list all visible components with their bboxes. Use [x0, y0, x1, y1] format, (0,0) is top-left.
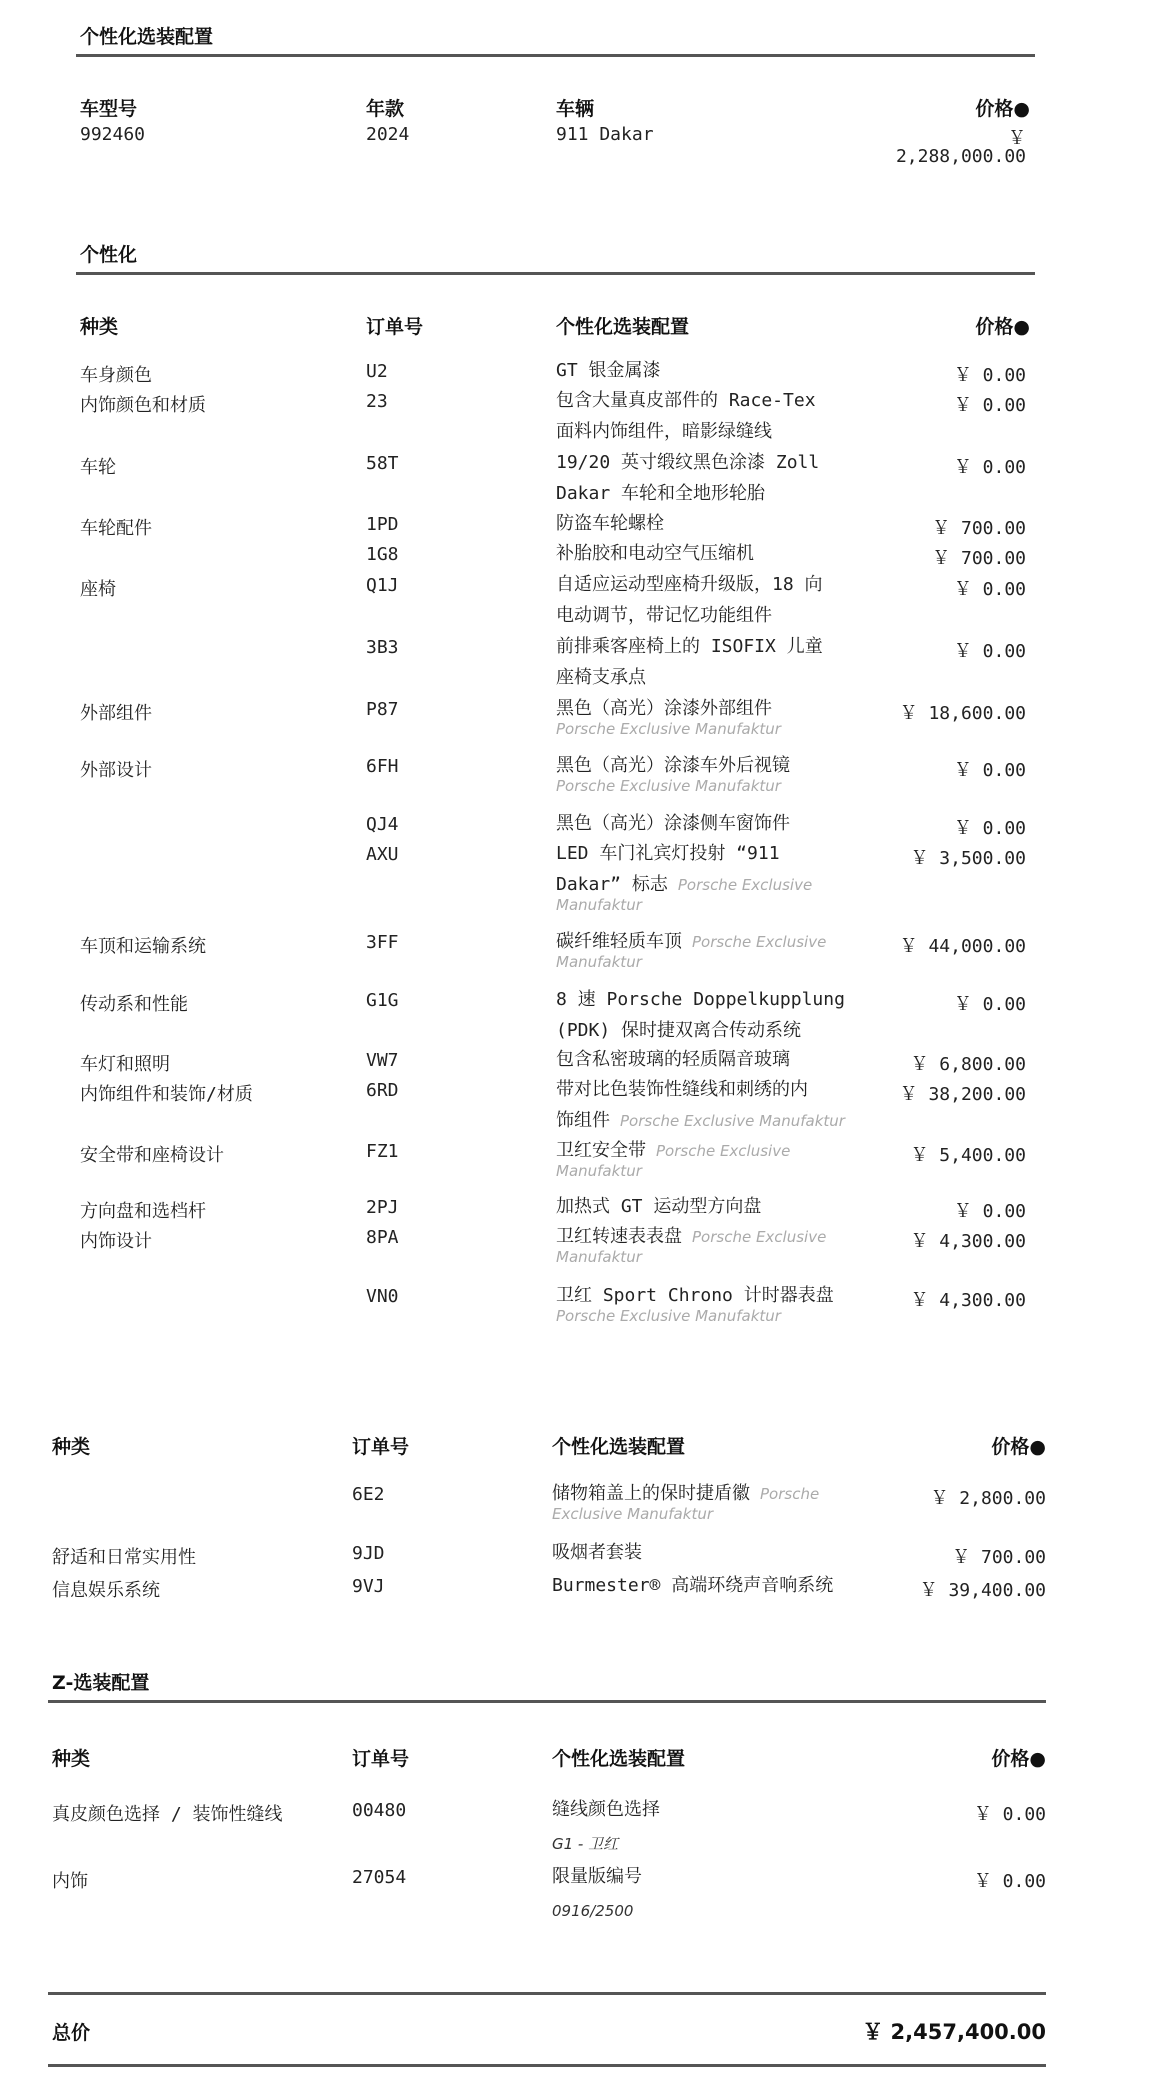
description-text: 自适应运动型座椅升级版，18 向: [556, 574, 823, 595]
header-order-number: 订单号: [366, 316, 424, 338]
row-category: 安全带和座椅设计: [80, 1145, 224, 1166]
row-order-number: 6FH: [366, 756, 399, 777]
row-price: ￥ 2,800.00: [930, 1488, 1046, 1509]
currency-symbol: ￥: [1008, 128, 1026, 149]
row-price: ￥ 39,400.00: [919, 1580, 1046, 1601]
row-order-number: AXU: [366, 844, 399, 865]
description-line: [556, 631, 896, 662]
description-text: 包含大量真皮部件的 Race-Tex: [556, 390, 816, 411]
option-detail: G1 - 卫红: [552, 1835, 619, 1853]
row-description: [556, 1074, 896, 1136]
row-order-number: P87: [366, 699, 399, 720]
description-line: [556, 416, 896, 447]
header-model: 车型号: [80, 98, 138, 120]
manufaktur-note: Exclusive Manufaktur: [552, 1505, 713, 1523]
row-price: ￥ 44,000.00: [899, 936, 1026, 957]
row-price: ￥ 0.00: [953, 579, 1026, 600]
row-description: [552, 1537, 922, 1568]
row-order-number: 6RD: [366, 1080, 399, 1101]
row-price: ￥ 0.00: [953, 818, 1026, 839]
manufaktur-note: Manufaktur: [556, 896, 642, 914]
header-year: 年款: [366, 98, 405, 120]
description-text: 碳纤维轻质车顶: [556, 931, 682, 952]
description-text: (PDK) 保时捷双离合传动系统: [556, 1020, 802, 1041]
row-order-number: G1G: [366, 990, 399, 1011]
manufaktur-note: Porsche Exclusive: [692, 933, 827, 951]
row-category: 内饰设计: [80, 1231, 152, 1252]
header-option: 个性化选装配置: [552, 1748, 686, 1770]
description-text: 黑色（高光）涂漆外部组件: [556, 698, 772, 719]
row-description: [556, 808, 896, 839]
description-line: [556, 984, 896, 1015]
header-order-number: 订单号: [352, 1436, 410, 1458]
row-description: [556, 984, 896, 1046]
row-order-number: 2PJ: [366, 1197, 399, 1218]
description-text: 电动调节，带记忆功能组件: [556, 605, 772, 626]
manufaktur-note: Porsche Exclusive: [692, 1228, 827, 1246]
description-line: [552, 1570, 922, 1601]
row-description: [556, 1221, 896, 1268]
row-price: ￥ 18,600.00: [899, 703, 1026, 724]
row-order-number: Q1J: [366, 575, 399, 596]
description-text: 8 速 Porsche Doppelkupplung: [556, 989, 845, 1010]
row-description: [556, 750, 896, 797]
row-order-number: 8PA: [366, 1227, 399, 1248]
row-description: [556, 926, 896, 973]
description-text: 包含私密玻璃的轻质隔音玻璃: [556, 1049, 790, 1070]
row-order-number: 6E2: [352, 1484, 385, 1505]
row-description: [556, 1044, 896, 1075]
description-line: [556, 385, 896, 416]
row-category: 方向盘和选档杆: [80, 1201, 206, 1222]
divider: [76, 272, 1035, 275]
description-line: [556, 600, 896, 631]
description-text: 加热式 GT 运动型方向盘: [556, 1196, 762, 1217]
header-order-number: 订单号: [352, 1748, 410, 1770]
manufaktur-note: Porsche Exclusive Manufaktur: [556, 720, 781, 738]
description-text: 19/20 英寸缎纹黑色涂漆 Zoll: [556, 452, 820, 473]
row-price: ￥ 4,300.00: [910, 1231, 1026, 1252]
row-price: ￥ 3,500.00: [910, 848, 1026, 869]
row-category: 车轮: [80, 457, 116, 478]
description-line: [552, 1794, 922, 1825]
row-order-number: 3FF: [366, 932, 399, 953]
row-description: [556, 385, 896, 447]
row-category: 座椅: [80, 579, 116, 600]
description-text: GT 银金属漆: [556, 360, 661, 381]
row-category: 传动系和性能: [80, 994, 188, 1015]
row-category: 外部组件: [80, 703, 152, 724]
row-description: [556, 355, 896, 386]
description-line: [552, 1537, 922, 1568]
manufaktur-note: Porsche Exclusive Manufaktur: [556, 777, 781, 795]
manufaktur-note: Porsche Exclusive Manufaktur: [556, 1307, 781, 1325]
row-order-number: 00480: [352, 1800, 407, 1821]
description-line: [556, 478, 896, 509]
row-description: [556, 1191, 896, 1222]
row-price: ￥ 0.00: [953, 395, 1026, 416]
description-text: 座椅支承点: [556, 667, 646, 688]
row-description: [556, 569, 896, 631]
option-detail: 0916/2500: [552, 1902, 634, 1920]
header-category: 种类: [52, 1436, 91, 1458]
row-price: ￥ 0.00: [953, 641, 1026, 662]
divider: [48, 1992, 1046, 1995]
divider: [48, 2064, 1046, 2067]
description-text: 防盗车轮螺栓: [556, 513, 664, 534]
row-price: ￥ 0.00: [953, 994, 1026, 1015]
header-option: 个性化选装配置: [552, 1436, 686, 1458]
description-line: [556, 662, 896, 693]
header-category: 种类: [80, 316, 119, 338]
total-label: 总价: [52, 2022, 91, 2044]
row-price: ￥ 0.00: [973, 1871, 1046, 1892]
row-category: 车灯和照明: [80, 1054, 170, 1075]
row-description: [556, 538, 896, 569]
row-price: ￥ 0.00: [953, 365, 1026, 386]
row-description: [552, 1570, 922, 1601]
description-line: [556, 1044, 896, 1075]
header-price: 价格●: [975, 98, 1030, 120]
row-category: 内饰: [52, 1871, 88, 1892]
description-text: 补胎胶和电动空气压缩机: [556, 543, 754, 564]
header-vehicle: 车辆: [556, 98, 595, 120]
description-text: LED 车门礼宾灯投射 “911: [556, 843, 780, 864]
description-line: [556, 538, 896, 569]
manufaktur-note: Porsche: [760, 1485, 820, 1503]
description-text: 黑色（高光）涂漆车外后视镜: [556, 755, 790, 776]
row-description: [556, 838, 896, 916]
description-line: [556, 1015, 896, 1046]
description-text: 储物箱盖上的保时捷盾徽: [552, 1483, 750, 1504]
row-order-number: 1G8: [366, 544, 399, 565]
description-text: 黑色（高光）涂漆侧车窗饰件: [556, 813, 790, 834]
row-description: [556, 693, 896, 740]
row-price: ￥ 700.00: [952, 1547, 1046, 1568]
base-price: 2,288,000.00: [895, 146, 1026, 167]
description-text: 面料内饰组件，暗影绿缝线: [556, 421, 772, 442]
row-price: ￥ 0.00: [973, 1804, 1046, 1825]
row-description: [556, 1280, 896, 1327]
description-line: [556, 808, 896, 839]
row-price: ￥ 700.00: [932, 518, 1026, 539]
header-category: 种类: [52, 1748, 91, 1770]
model-year: 2024: [366, 124, 410, 145]
header-price: 价格●: [975, 316, 1030, 338]
divider: [76, 54, 1035, 57]
row-order-number: 3B3: [366, 637, 399, 658]
row-price: ￥ 4,300.00: [910, 1290, 1026, 1311]
row-category: 车身颜色: [80, 365, 152, 386]
row-description: [552, 1861, 922, 1927]
row-price: ￥ 700.00: [932, 548, 1026, 569]
row-price: ￥ 5,400.00: [910, 1145, 1026, 1166]
description-text: 带对比色装饰性缝线和刺绣的内: [556, 1079, 808, 1100]
row-category: 外部设计: [80, 760, 152, 781]
row-category: 舒适和日常实用性: [52, 1547, 196, 1568]
header-option: 个性化选装配置: [556, 316, 690, 338]
description-text: 吸烟者套装: [552, 1542, 642, 1563]
row-category: 车轮配件: [80, 518, 152, 539]
description-line: [556, 447, 896, 478]
section-title-personalization: 个性化: [80, 244, 138, 266]
model-number: 992460: [80, 124, 146, 145]
description-line: [556, 1105, 896, 1136]
row-description: [556, 1135, 896, 1182]
description-text: 前排乘客座椅上的 ISOFIX 儿童: [556, 636, 823, 657]
description-line: [552, 1861, 922, 1892]
manufaktur-note: Porsche Exclusive Manufaktur: [620, 1112, 845, 1130]
description-line: [556, 1191, 896, 1222]
manufaktur-note: Manufaktur: [556, 953, 642, 971]
description-text: Burmester® 高端环绕声音响系统: [552, 1575, 834, 1596]
description-line: [556, 355, 896, 386]
manufaktur-note: Manufaktur: [556, 1248, 642, 1266]
row-price: ￥ 6,800.00: [910, 1054, 1026, 1075]
section-title-z-options: Z-选装配置: [52, 1672, 150, 1694]
section-title-configuration: 个性化选装配置: [80, 26, 214, 48]
row-price: ￥ 0.00: [953, 1201, 1026, 1222]
description-text: 缝线颜色选择: [552, 1799, 660, 1820]
vehicle-name: 911 Dakar: [556, 124, 654, 145]
row-order-number: 58T: [366, 453, 399, 474]
row-order-number: 23: [366, 391, 388, 412]
description-line: [556, 569, 896, 600]
row-category: 内饰颜色和材质: [80, 395, 206, 416]
description-text: 饰组件: [556, 1110, 610, 1131]
header-price: 价格●: [991, 1748, 1046, 1770]
description-text: Dakar” 标志: [556, 874, 668, 895]
total-price: ￥ 2,457,400.00: [862, 2020, 1046, 2044]
description-text: 卫红转速表表盘: [556, 1226, 682, 1247]
row-description: [552, 1478, 922, 1525]
description-line: [556, 508, 896, 539]
row-category: 内饰组件和装饰/材质: [80, 1084, 253, 1105]
row-price: ￥ 0.00: [953, 760, 1026, 781]
row-order-number: QJ4: [366, 814, 399, 835]
row-order-number: 27054: [352, 1867, 407, 1888]
row-order-number: 1PD: [366, 514, 399, 535]
row-order-number: FZ1: [366, 1141, 399, 1162]
row-category: 车顶和运输系统: [80, 936, 206, 957]
header-price: 价格●: [991, 1436, 1046, 1458]
row-description: [556, 631, 896, 693]
description-text: 限量版编号: [552, 1866, 642, 1887]
row-order-number: VN0: [366, 1286, 399, 1307]
row-category: 信息娱乐系统: [52, 1580, 160, 1601]
description-text: Dakar 车轮和全地形轮胎: [556, 483, 766, 504]
manufaktur-note: Manufaktur: [556, 1162, 642, 1180]
description-text: 卫红安全带: [556, 1140, 646, 1161]
row-order-number: 9VJ: [352, 1576, 385, 1597]
manufaktur-note: Porsche Exclusive: [677, 876, 813, 894]
description-line: [556, 838, 896, 869]
row-order-number: VW7: [366, 1050, 399, 1071]
row-description: [552, 1794, 922, 1860]
row-description: [556, 447, 896, 509]
row-category: 真皮颜色选择 / 装饰性缝线: [52, 1804, 283, 1825]
row-description: [556, 508, 896, 539]
row-order-number: 9JD: [352, 1543, 385, 1564]
row-price: ￥ 38,200.00: [899, 1084, 1026, 1105]
row-order-number: U2: [366, 361, 388, 382]
manufaktur-note: Porsche Exclusive: [656, 1142, 791, 1160]
description-line: [556, 1074, 896, 1105]
row-price: ￥ 0.00: [953, 457, 1026, 478]
description-text: 卫红 Sport Chrono 计时器表盘: [556, 1285, 834, 1306]
divider: [48, 1700, 1046, 1703]
